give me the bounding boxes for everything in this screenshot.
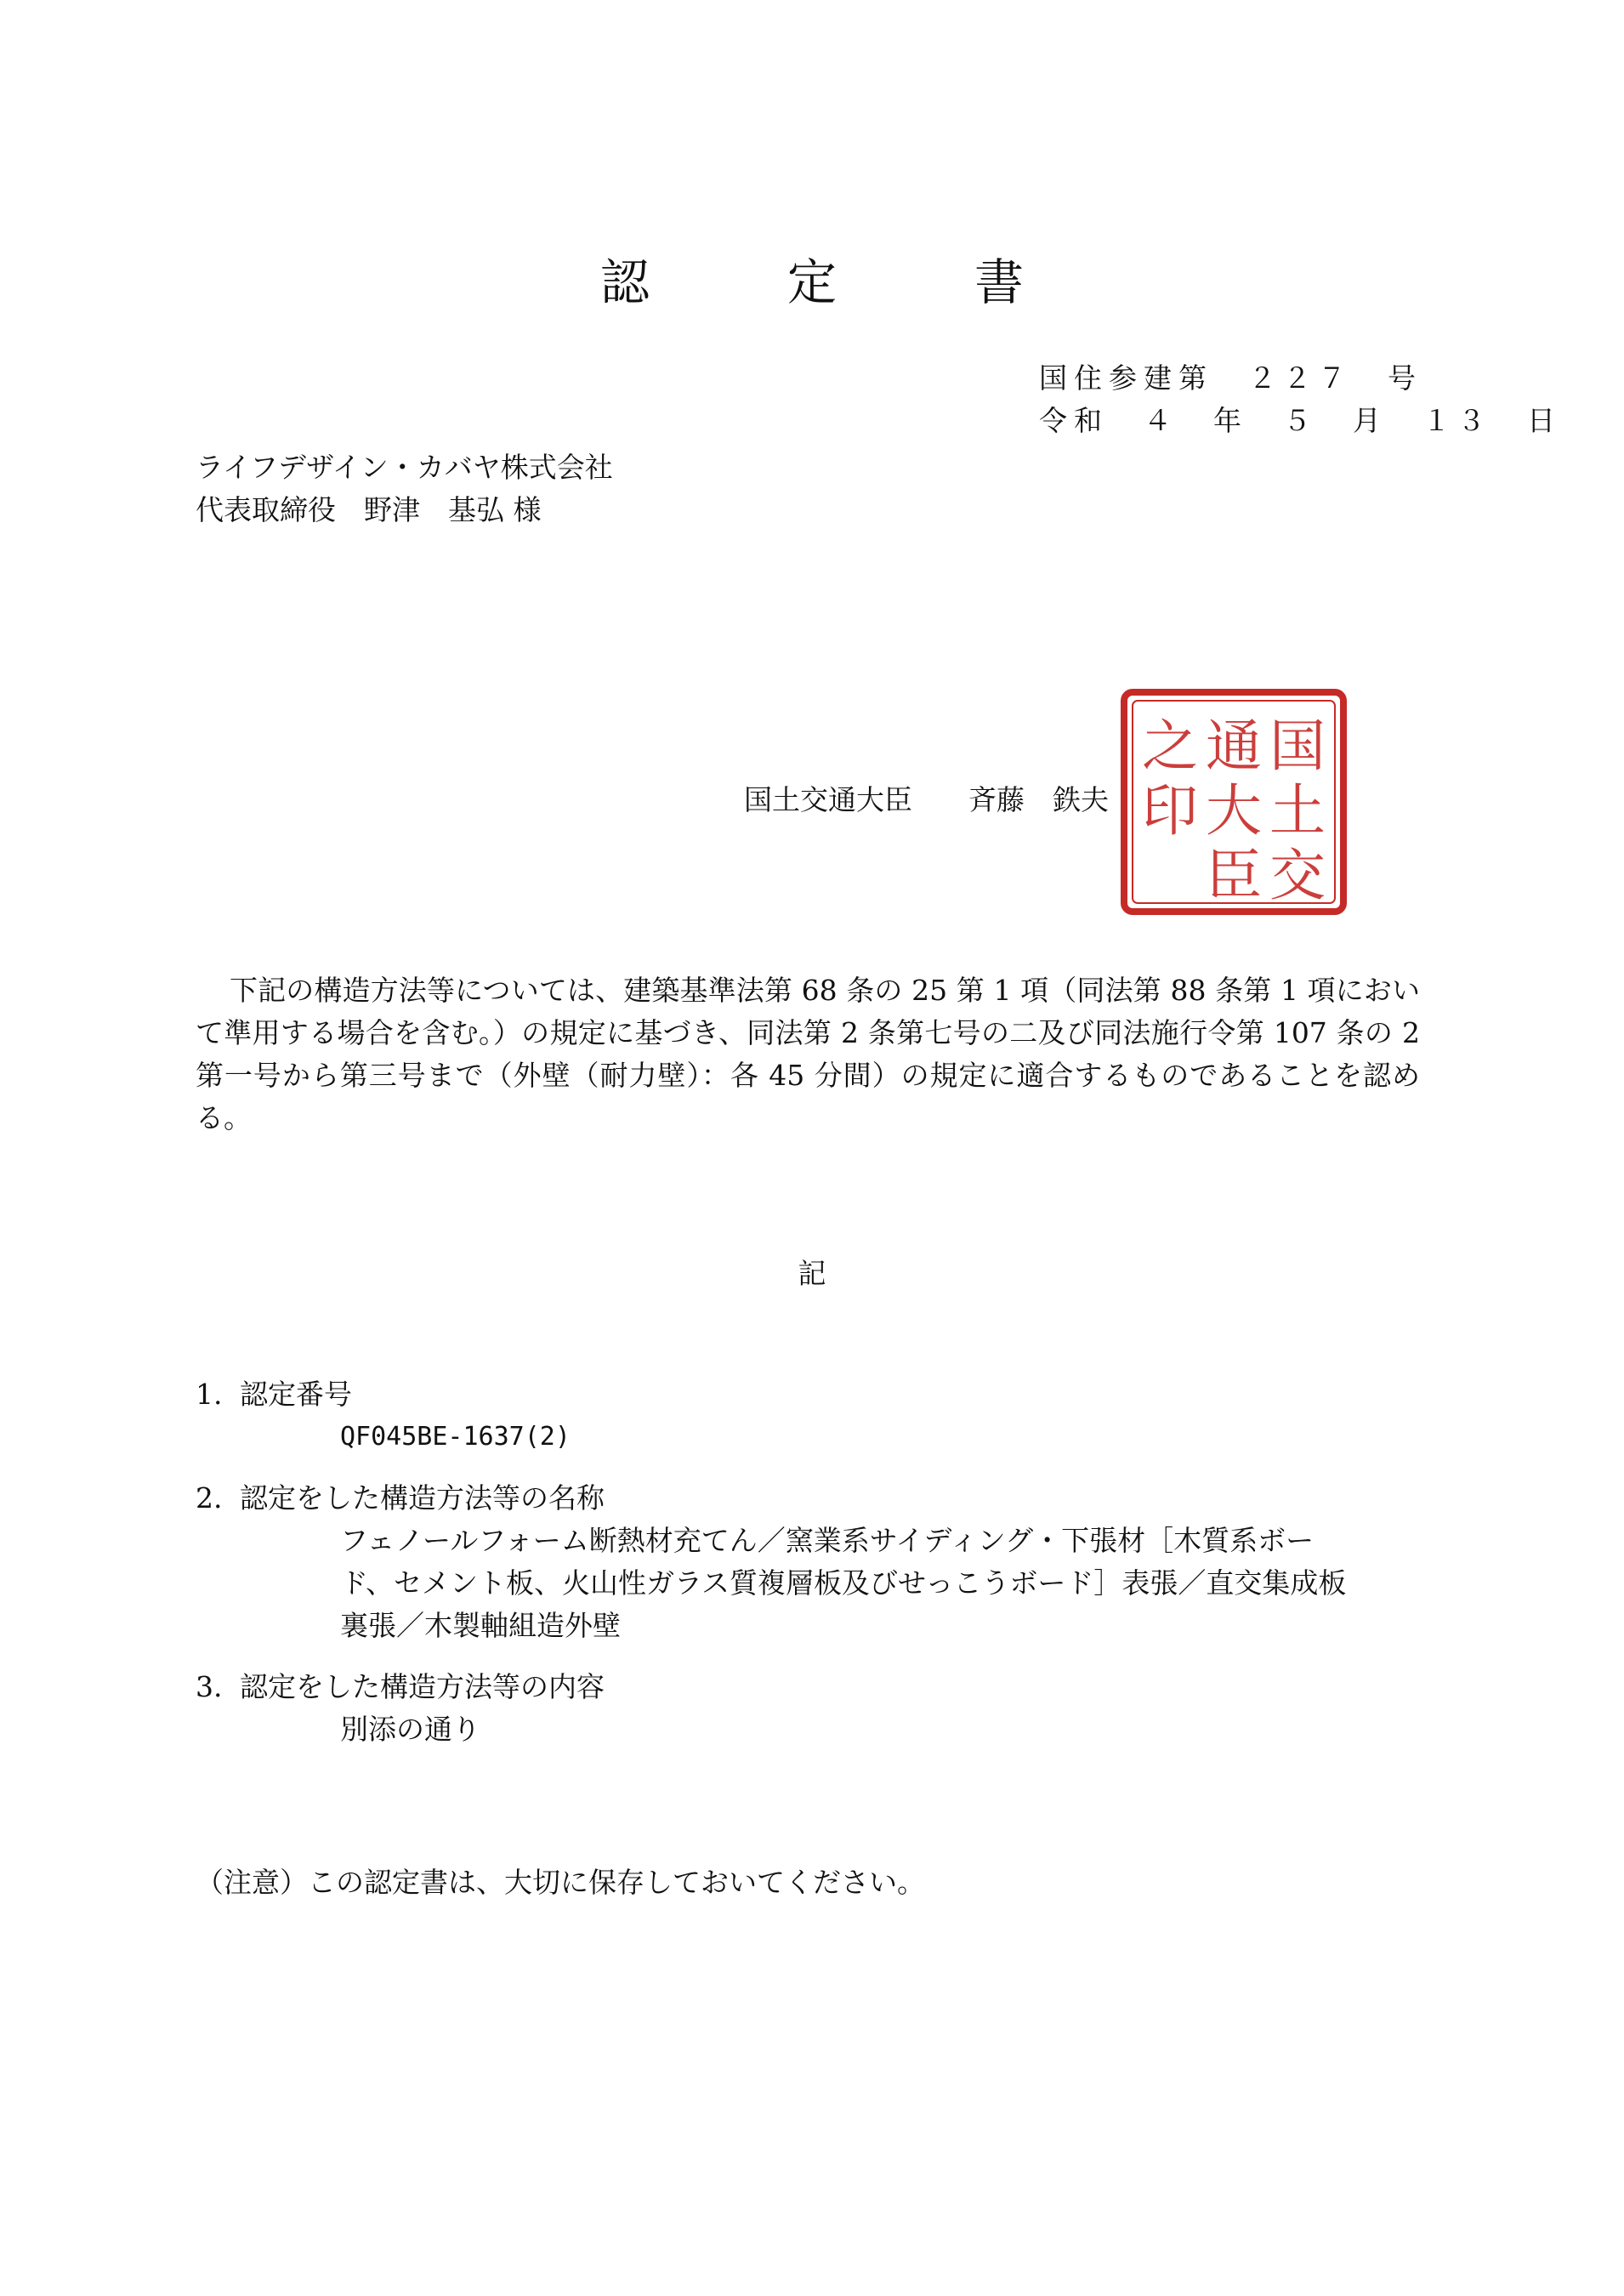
document-number-block bbox=[1039, 357, 1562, 442]
item-label: 認定番号 bbox=[240, 1378, 352, 1411]
document-number: 国住参建第 ２２７ 号 bbox=[1039, 361, 1422, 395]
item-value: フェノールフォーム断熱材充てん／窯業系サイディング・下張材［木質系ボード、セメント板、火山性ガラス質複層板及びせっこうボード］表張／直交集成板裏張／木製軸組造外壁 bbox=[340, 1524, 1347, 1642]
item-certification-number bbox=[196, 1373, 1420, 1458]
caution-note: （注意）この認定書は、大切に保存しておいてください。 bbox=[196, 1866, 925, 1899]
addressee-representative: 代表取締役 野津 基弘 様 bbox=[196, 493, 542, 526]
item-label: 認定をした構造方法等の内容 bbox=[240, 1670, 605, 1703]
official-seal-stamp bbox=[1119, 687, 1349, 917]
seal-char: 臣 bbox=[1206, 843, 1262, 908]
item-label: 認定をした構造方法等の名称 bbox=[240, 1481, 605, 1515]
certification-items bbox=[196, 1373, 1420, 1770]
ki-heading: 記 bbox=[798, 1257, 826, 1290]
seal-char: 通 bbox=[1206, 713, 1262, 779]
issuer-name: 国土交通大臣 斉藤 鉄夫 bbox=[744, 783, 1109, 816]
seal-char: 国 bbox=[1269, 713, 1326, 779]
seal-char: 大 bbox=[1206, 778, 1262, 844]
item-value: QF045BE-1637(2) bbox=[340, 1422, 571, 1452]
seal-char: 之 bbox=[1142, 713, 1198, 779]
item-number: 2. bbox=[196, 1481, 223, 1515]
item-value: 別添の通り bbox=[340, 1713, 480, 1746]
seal-char: 土 bbox=[1269, 778, 1326, 844]
item-number: 1. bbox=[196, 1378, 223, 1411]
seal-char: 印 bbox=[1142, 778, 1198, 844]
document-title: 認 定 書 bbox=[599, 253, 1068, 311]
item-number: 3. bbox=[196, 1670, 223, 1703]
item-structure-name bbox=[196, 1477, 1420, 1647]
addressee-block bbox=[196, 446, 613, 531]
certification-statement: 下記の構造方法等については、建築基準法第 68 条の 25 第 1 項（同法第 88 条第 1 項において準用する場合を含む。）の規定に基づき、同法第 2 条第七号の二及び同法施行令第 107 条の 2 第一号から第三号まで（外壁（耐力壁）：各 45 分間）の規定に適合するものであることを認める。 bbox=[196, 974, 1420, 1134]
item-structure-content bbox=[196, 1666, 1420, 1751]
document-date: 令和 ４ 年 ５ 月 １３ 日 bbox=[1039, 404, 1562, 437]
addressee-company: ライフデザイン・カバヤ株式会社 bbox=[196, 451, 613, 484]
seal-char: 交 bbox=[1269, 843, 1326, 908]
